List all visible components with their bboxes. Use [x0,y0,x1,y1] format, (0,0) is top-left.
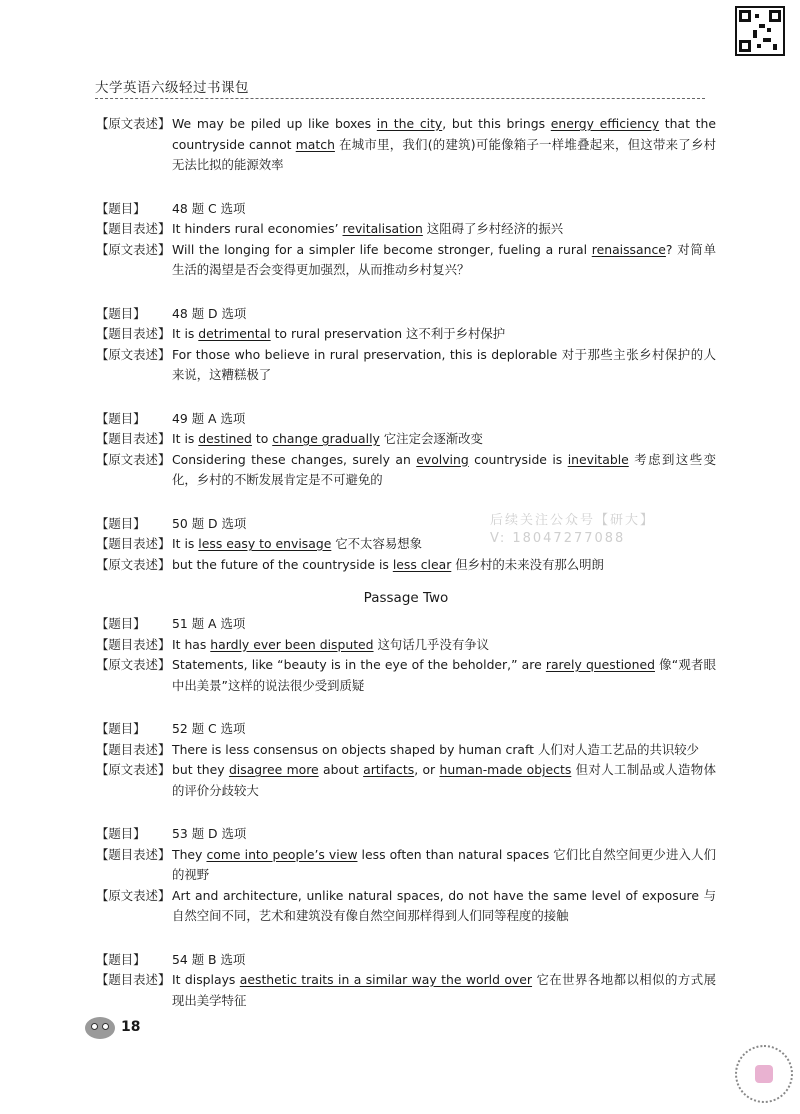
text-segment: but the future of the countryside is [172,556,393,572]
text-segment: We may be piled up like boxes [172,116,377,131]
page-footer [85,1015,140,1039]
text-segment: about [318,762,364,777]
text-segment: 但乡村的未来没有那么明朗 [451,556,604,572]
underlined-phrase: come into people’s view [206,846,358,862]
underlined-phrase: rarely questioned [545,657,655,672]
line-text [172,886,716,927]
line-text [172,324,716,345]
watermark [490,512,655,548]
passage-title: Passage Two [363,590,449,606]
qa-line [96,324,716,345]
text-segment: 53 题 D 选项 [172,826,247,841]
text-segment: 50 题 D 选项 [172,515,247,531]
qa-line [96,450,716,491]
text-segment: 49 题 A 选项 [172,410,246,426]
line-tag: 【题目】 [96,826,146,841]
line-tag: 【原文表述】 [96,451,171,467]
qa-line [96,555,716,576]
underlined-phrase: change gradually [272,431,380,446]
text-segment: It has [172,636,211,652]
line-text [172,655,716,696]
line-text [172,950,716,971]
underlined-phrase: inevitable [567,451,629,467]
line-tag: 【题目】 [96,515,146,531]
header-divider [95,98,705,99]
underlined-phrase: aesthetic traits in a similar way the world over [239,972,533,987]
line-tag: 【题目】 [96,721,146,736]
qa-block [96,199,716,281]
line-tag: 【题目表述】 [96,221,171,236]
underlined-phrase: hardly ever been disputed [210,636,374,652]
text-segment: 它在世界各地都以相似的方式展现出美学特征 [172,972,716,1008]
line-text [172,824,716,845]
line-tag: 【题目表述】 [96,846,171,862]
text-segment: 但对人工制品或人造物体的评价分歧较大 [172,762,716,798]
underlined-phrase: less easy to envisage [198,536,332,551]
line-text [172,429,716,450]
text-segment: but they [172,762,229,777]
text-segment: It hinders rural economies’ [172,221,343,236]
text-segment: to rural preservation 这不利于乡村保护 [270,326,506,341]
qr-code-bottom [735,1045,793,1103]
header-title: 大学英语六级轻过书课包 [95,80,249,96]
line-tag: 【原文表述】 [96,657,171,672]
qa-line [96,970,716,1011]
text-segment: 48 题 D 选项 [172,305,247,321]
qa-line [96,719,716,740]
text-segment: 它不太容易想象 [331,536,423,551]
underlined-phrase: evolving [416,451,469,467]
qa-block [96,114,716,176]
text-segment: Considering these changes, surely an [172,451,417,467]
line-text [172,450,716,491]
line-tag: 【题目】 [96,616,146,631]
text-segment: 像“观者眼中出美景”这样的说法很少受到质疑 [172,657,716,693]
qa-block [96,719,716,801]
qa-line [96,824,716,845]
text-segment: It is [172,431,199,446]
text-segment: 考虑到这些变化，乡村的不断发展肯定是不可避免的 [172,451,716,487]
qa-line [96,304,716,325]
qa-line [96,199,716,220]
underlined-phrase: human-made objects [439,762,572,777]
underlined-phrase: in the city [376,116,443,131]
qa-line [96,114,716,176]
text-segment: 54 题 B 选项 [172,951,246,967]
qa-line [96,614,716,635]
line-tag: 【原文表述】 [96,116,171,131]
text-segment: It is [172,326,199,341]
mascot-icon [85,1015,115,1039]
qa-line [96,409,716,430]
underlined-phrase: match [295,136,335,152]
line-tag: 【原文表述】 [96,887,171,903]
text-segment: 51 题 A 选项 [172,616,246,631]
text-segment: They [172,846,207,862]
text-segment: It is [172,536,199,551]
text-segment: Statements, like “beauty is in the eye of the beholder,” are [172,657,546,672]
qa-block [96,824,716,927]
line-text [172,114,716,176]
line-text [172,219,716,240]
qa-line [96,760,716,801]
text-segment: to [251,431,273,446]
line-text [172,199,716,220]
page-number: 18 [121,1019,141,1035]
text-segment: , but this brings [442,116,551,131]
line-text [172,555,716,576]
watermark-line: V: 18047277088 [490,531,626,546]
line-tag: 【原文表述】 [96,346,171,362]
line-tag: 【题目表述】 [96,741,171,757]
qa-block [96,614,716,696]
text-segment: For those who believe in rural preservation, this is deplorable 对于那些主张乡村保护的人来说，这糟糕极了 [172,346,716,382]
text-segment: There is less consensus on objects shaped by human craft 人们对人造工艺品的共识较少 [172,741,700,757]
line-text [172,304,716,325]
qa-line [96,886,716,927]
text-segment: It displays [172,972,240,987]
underlined-phrase: disagree more [228,762,319,777]
qr-code-top [735,6,785,56]
text-segment: 这阻碍了乡村经济的振兴 [422,221,564,236]
qa-line [96,845,716,886]
line-tag: 【题目表述】 [96,431,171,446]
underlined-phrase: artifacts [363,762,415,777]
text-segment: 它注定会逐渐改变 [379,431,483,446]
text-segment: ? 对简单生活的渴望是否会变得更加强烈，从而推动乡村复兴？ [172,241,717,277]
qa-line [96,740,716,761]
line-text [172,970,716,1011]
line-tag: 【题目】 [96,410,146,426]
qa-block [96,950,716,1012]
text-segment: , or [414,762,440,777]
line-tag: 【题目】 [96,951,146,967]
text-segment: that the countryside cannot [172,116,716,152]
underlined-phrase: revitalisation [342,221,423,236]
line-tag: 【原文表述】 [96,762,171,777]
qa-line [96,655,716,696]
line-tag: 【题目】 [96,305,146,321]
qa-block [96,409,716,491]
text-segment: countryside is [468,451,568,467]
qa-block [96,304,716,386]
text-segment: less often than natural spaces 它们比自然空间更少进入人们的视野 [172,846,716,882]
line-text [172,740,716,761]
qa-line [96,635,716,656]
qa-line [96,240,716,281]
qa-line [96,950,716,971]
line-text [172,719,716,740]
line-text [172,345,716,386]
line-tag: 【题目表述】 [96,972,171,987]
underlined-phrase: renaissance [591,241,666,257]
line-text [172,760,716,801]
underlined-phrase: less clear [392,556,452,572]
line-tag: 【题目表述】 [96,326,171,341]
qa-line [96,345,716,386]
text-segment: 52 题 C 选项 [172,721,246,736]
watermark-line: 后续关注公众号【研大】 [490,513,656,528]
line-tag: 【原文表述】 [96,241,171,257]
qa-line [96,429,716,450]
document-content [96,114,716,1034]
line-tag: 【题目表述】 [96,536,171,551]
line-text [172,614,716,635]
line-tag: 【原文表述】 [96,556,171,572]
line-tag: 【题目表述】 [96,636,171,652]
text-segment: 在城市里，我们(的建筑)可能像箱子一样堆叠起来，但这带来了乡村无法比拟的能源效率 [172,136,717,172]
text-segment: Will the longing for a simpler life become stronger, fueling a rural [172,241,592,257]
text-segment: 48 题 C 选项 [172,200,246,216]
text-segment: 这句话几乎没有争议 [373,636,490,652]
underlined-phrase: destined [198,431,252,446]
line-text [172,845,716,886]
line-text [172,240,716,281]
underlined-phrase: detrimental [198,326,271,341]
text-segment: Art and architecture, unlike natural spaces, do not have the same level of exposure 与自然空间不同，艺术和建筑没有像自然空间那样得到人们同等程度的接触 [172,887,716,923]
qa-line [96,219,716,240]
line-tag: 【题目】 [96,200,146,216]
underlined-phrase: energy efficiency [550,116,660,131]
line-text [172,635,716,656]
line-text [172,409,716,430]
